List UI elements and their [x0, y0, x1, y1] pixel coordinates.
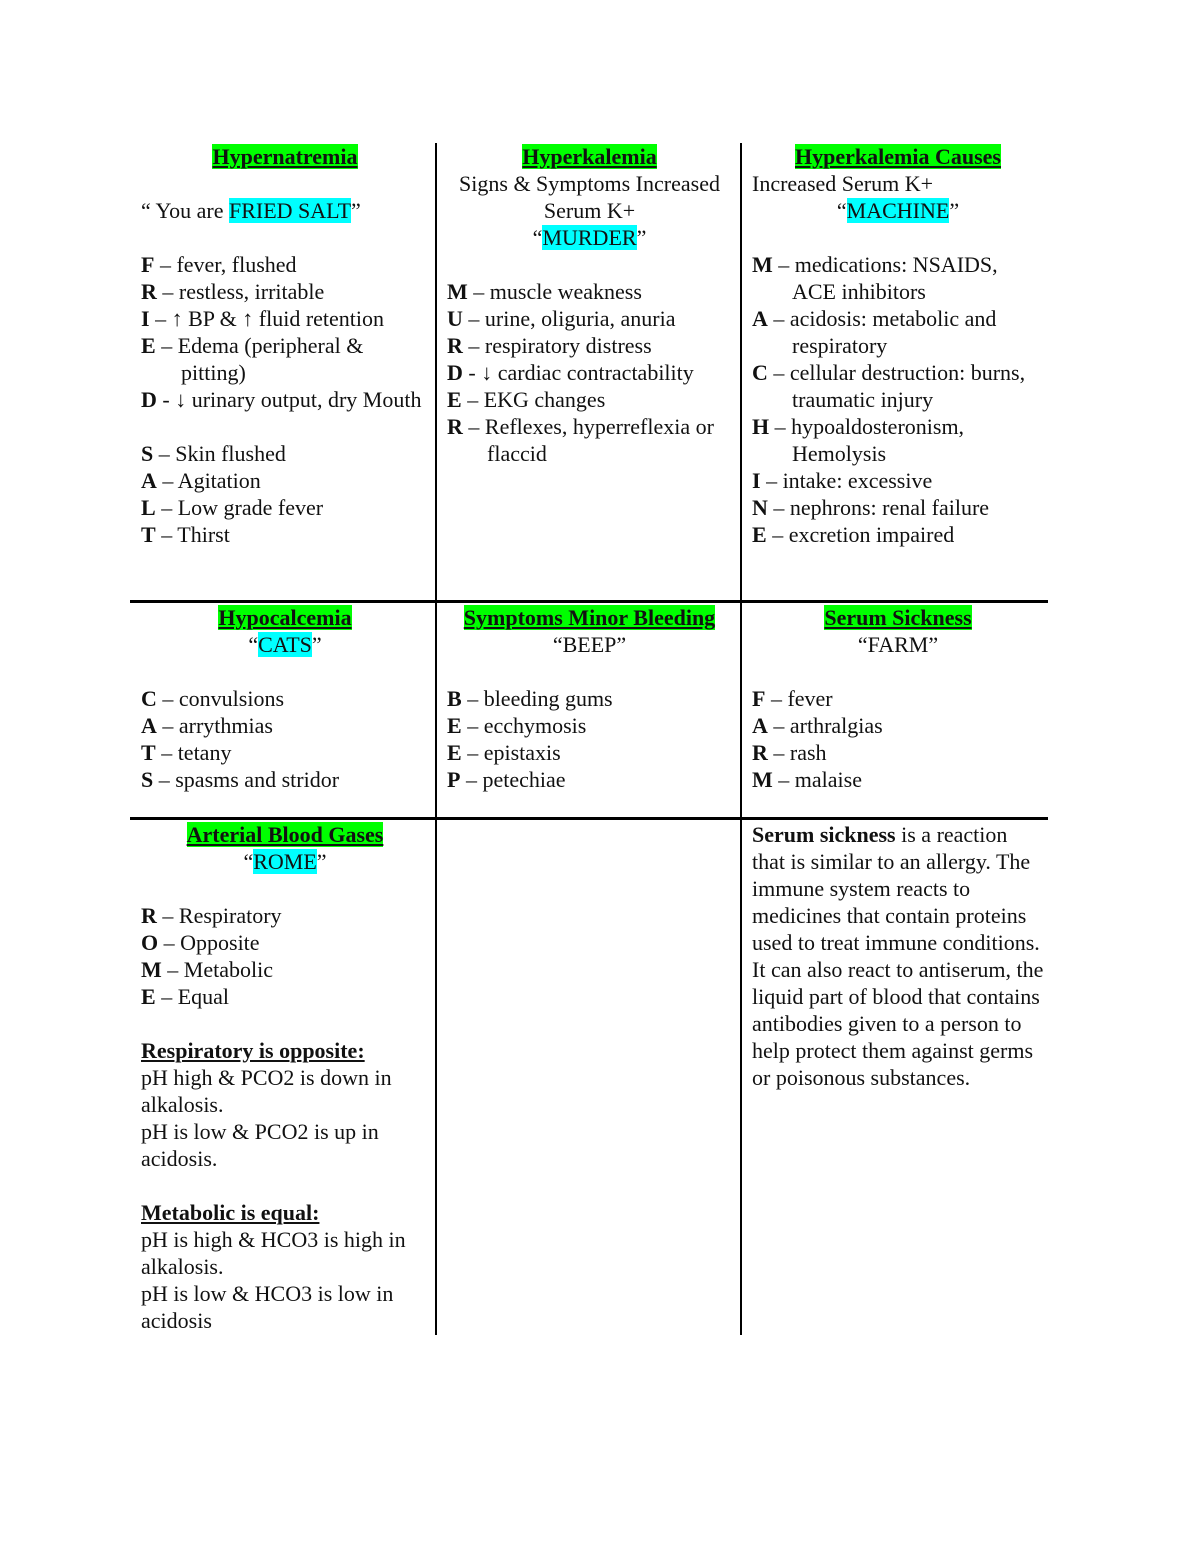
hypocalcemia-cell [141, 604, 429, 793]
mnemonic-item: H – hypoaldosteronism, Hemolysis [752, 414, 965, 466]
section-title: Hypocalcemia [218, 605, 352, 630]
mnemonic-item: S – spasms and stridor [141, 767, 340, 792]
mnemonic-highlight: FRIED SALT [229, 198, 352, 223]
metabolic-line: pH is low & HCO3 is low in acidosis [141, 1281, 394, 1333]
mnemonic-item: O – Opposite [141, 930, 260, 955]
metabolic-heading: Metabolic is equal: [141, 1200, 320, 1225]
section-title: Serum Sickness [824, 605, 972, 630]
mnemonic-item: E – excretion impaired [752, 522, 955, 547]
mnemonic-item: A – arrythmias [141, 713, 273, 738]
mnemonic-quote: “CATS” [248, 632, 322, 657]
mnemonic-quote: “MURDER” [532, 225, 647, 250]
section-title: Hypernatremia [212, 144, 358, 169]
mnemonic-item: N – nephrons: renal failure [752, 495, 990, 520]
section-subtitle: Signs & Symptoms Increased Serum K+ [459, 171, 720, 223]
row-divider-2 [130, 817, 1048, 820]
mnemonic-item: I – intake: excessive [752, 468, 933, 493]
mnemonic-item: M – Metabolic [141, 957, 273, 982]
column-divider-2 [740, 143, 742, 1335]
mnemonic-item: T – tetany [141, 740, 232, 765]
mnemonic-item: C – convulsions [141, 686, 285, 711]
mnemonic-item: E – EKG changes [447, 387, 606, 412]
mnemonic-item: S – Skin flushed [141, 441, 286, 466]
mnemonic-item: I – ↑ BP & ↑ fluid retention [141, 306, 385, 331]
mnemonic-highlight: ROME [253, 849, 317, 874]
mnemonic-quote: “FARM” [857, 632, 939, 657]
respiratory-heading: Respiratory is opposite: [141, 1038, 365, 1063]
mnemonic-quote: “MACHINE” [836, 198, 960, 223]
mnemonic-item: M – medications: NSAIDS, ACE inhibitors [752, 252, 998, 304]
metabolic-line: pH is high & HCO3 is high in alkalosis. [141, 1227, 406, 1279]
mnemonic-item: C – cellular destruction: burns, traumatic injury [752, 360, 1026, 412]
mnemonic-item: R – respiratory distress [447, 333, 652, 358]
mnemonic-item: R – Reflexes, hyperreflexia or flaccid [447, 414, 714, 466]
mnemonic-item: A – arthralgias [752, 713, 883, 738]
mnemonic-item: R – restless, irritable [141, 279, 325, 304]
mnemonic-item: F – fever, flushed [141, 252, 297, 277]
mnemonic-item: M – muscle weakness [447, 279, 642, 304]
mnemonic-highlight: CATS [258, 632, 312, 657]
mnemonic-item: A – acidosis: metabolic and respiratory [752, 306, 997, 358]
mnemonic-item: E – Edema (peripheral & pitting) [141, 333, 364, 385]
mnemonic-item: B – bleeding gums [447, 686, 613, 711]
mnemonic-item: L – Low grade fever [141, 495, 324, 520]
mnemonic-item: E – epistaxis [447, 740, 561, 765]
mnemonic-item: D - ↓ urinary output, dry Mouth [141, 387, 422, 412]
respiratory-line: pH high & PCO2 is down in alkalosis. [141, 1065, 392, 1117]
mnemonic-item: M – malaise [752, 767, 862, 792]
serum-sickness-cell [752, 604, 1044, 793]
respiratory-line: pH is low & PCO2 is up in acidosis. [141, 1119, 379, 1171]
mnemonic-quote: “ You are FRIED SALT” [141, 198, 361, 223]
row-divider-1 [130, 600, 1048, 603]
note-paragraph: Serum sickness is a reaction that is similar to an allergy. The immune system reacts to medicines that contain proteins used to treat immune conditions. It can also react to antiserum, the liquid part of blood that contains antibodies given to a person to help protect them against germs or poisonous substances. [752, 822, 1044, 1090]
abg-cell [141, 821, 429, 1334]
mnemonic-quote: “BEEP” [552, 632, 627, 657]
mnemonic-item: U – urine, oliguria, anuria [447, 306, 676, 331]
section-subtitle: Increased Serum K+ [752, 171, 934, 196]
mnemonic-item: R – rash [752, 740, 827, 765]
serum-sickness-note [752, 821, 1044, 1091]
hyperkalemia-cell [447, 143, 732, 467]
mnemonic-item: T – Thirst [141, 522, 230, 547]
mnemonic-item: P – petechiae [447, 767, 566, 792]
mnemonic-highlight: MURDER [542, 225, 637, 250]
mnemonic-item: D - ↓ cardiac contractability [447, 360, 694, 385]
mnemonic-item: A – Agitation [141, 468, 261, 493]
mnemonic-quote: “ROME” [243, 849, 327, 874]
section-title: Hyperkalemia [522, 144, 657, 169]
mnemonic-highlight: MACHINE [846, 198, 950, 223]
mnemonic-item: F – fever [752, 686, 833, 711]
hypernatremia-cell [141, 143, 429, 548]
section-title: Symptoms Minor Bleeding [463, 605, 716, 630]
column-divider-1 [435, 143, 437, 1335]
mnemonic-item: R – Respiratory [141, 903, 282, 928]
mnemonic-item: E – Equal [141, 984, 230, 1009]
hyperkalemia-causes-cell [752, 143, 1044, 548]
minor-bleeding-cell [447, 604, 732, 793]
mnemonic-item: E – ecchymosis [447, 713, 587, 738]
section-title: Arterial Blood Gases [186, 822, 384, 847]
section-title: Hyperkalemia Causes [795, 144, 1001, 169]
